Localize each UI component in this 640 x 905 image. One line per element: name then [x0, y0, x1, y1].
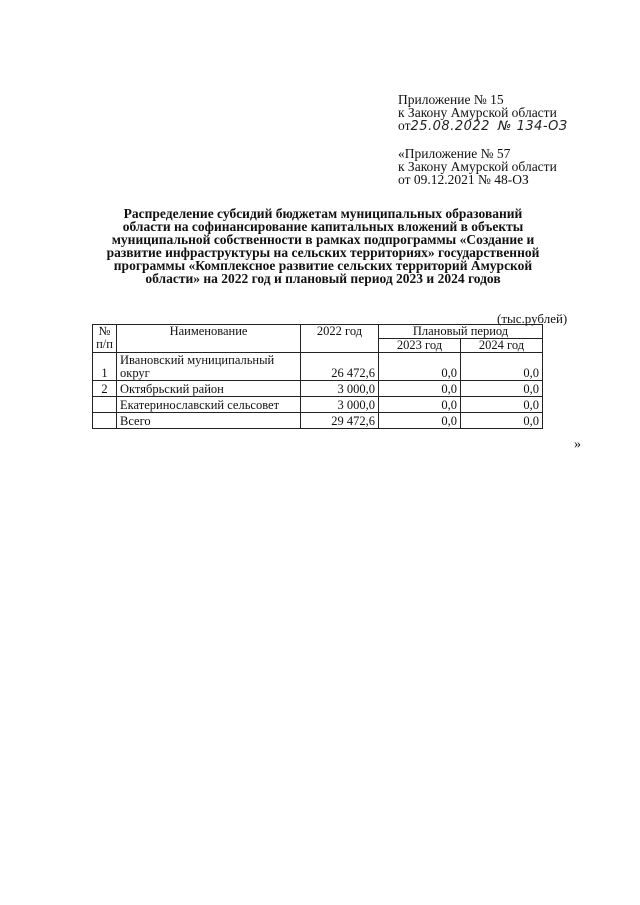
- appendix-old-line1: «Приложение № 57: [398, 146, 511, 161]
- header-planned-period: Плановый период: [379, 325, 543, 339]
- closing-quote-mark: »: [574, 437, 581, 452]
- table-row-total: [93, 413, 543, 429]
- row-value-2024: 0,0: [461, 397, 543, 413]
- title-line: области на софинансирование капитальных вложений в объекты: [122, 219, 524, 234]
- row-value-2023: 0,0: [379, 353, 461, 381]
- appendix-old-line3: от 09.12.2021 № 48-ОЗ: [398, 172, 529, 187]
- appendix-new-prefix: от: [398, 118, 411, 133]
- table-row: [93, 381, 543, 397]
- row-value-2022: 26 472,6: [301, 353, 379, 381]
- appendix-old-line2: к Закону Амурской области: [398, 159, 557, 174]
- units-label: (тыс.рублей): [497, 311, 568, 326]
- row-value-2022: 3 000,0: [301, 381, 379, 397]
- appendix-new-line2: к Закону Амурской области: [398, 105, 557, 120]
- row-value-2022: 29 472,6: [301, 413, 379, 429]
- appendix-new-reference: [398, 93, 628, 133]
- header-name: Наименование: [117, 325, 301, 353]
- table-row: [93, 353, 543, 381]
- header-2024: 2024 год: [461, 339, 543, 353]
- title-line: программы «Комплексное развитие сельских территорий Амурской: [113, 258, 533, 273]
- row-name: Всего: [117, 413, 301, 429]
- header-2022: 2022 год: [301, 325, 379, 353]
- header-number: № п/п: [93, 325, 117, 353]
- row-number: [93, 413, 117, 429]
- row-value-2024: 0,0: [461, 353, 543, 381]
- row-value-2023: 0,0: [379, 397, 461, 413]
- row-value-2024: 0,0: [461, 381, 543, 397]
- table-row: [93, 397, 543, 413]
- row-value-2024: 0,0: [461, 413, 543, 429]
- title-line: области» на 2022 год и плановый период 2023 и 2024 годов: [145, 271, 501, 286]
- row-name: Ивановский муниципальный округ: [117, 353, 301, 381]
- row-value-2023: 0,0: [379, 413, 461, 429]
- row-number: [93, 397, 117, 413]
- row-name: Екатеринославский сельсовет: [117, 397, 301, 413]
- row-value-2023: 0,0: [379, 381, 461, 397]
- appendix-old-reference: [398, 147, 628, 186]
- row-number: 1: [93, 353, 117, 381]
- document-title: [88, 207, 558, 285]
- subsidy-distribution-table: [92, 324, 543, 429]
- handwritten-law-number: № 134-ОЗ: [497, 119, 568, 134]
- title-line: муниципальной собственности в рамках подпрограммы «Создание и: [111, 232, 535, 247]
- row-value-2022: 3 000,0: [301, 397, 379, 413]
- row-number: 2: [93, 381, 117, 397]
- title-line: Распределение субсидий бюджетам муниципальных образований: [123, 206, 523, 221]
- header-2023: 2023 год: [379, 339, 461, 353]
- appendix-new-date-line: [398, 119, 628, 133]
- row-name: Октябрьский район: [117, 381, 301, 397]
- handwritten-date: 25.08.2022: [410, 119, 490, 134]
- appendix-new-line1: Приложение № 15: [398, 92, 504, 107]
- title-line: развитие инфраструктуры на сельских территориях» государственной: [106, 245, 540, 260]
